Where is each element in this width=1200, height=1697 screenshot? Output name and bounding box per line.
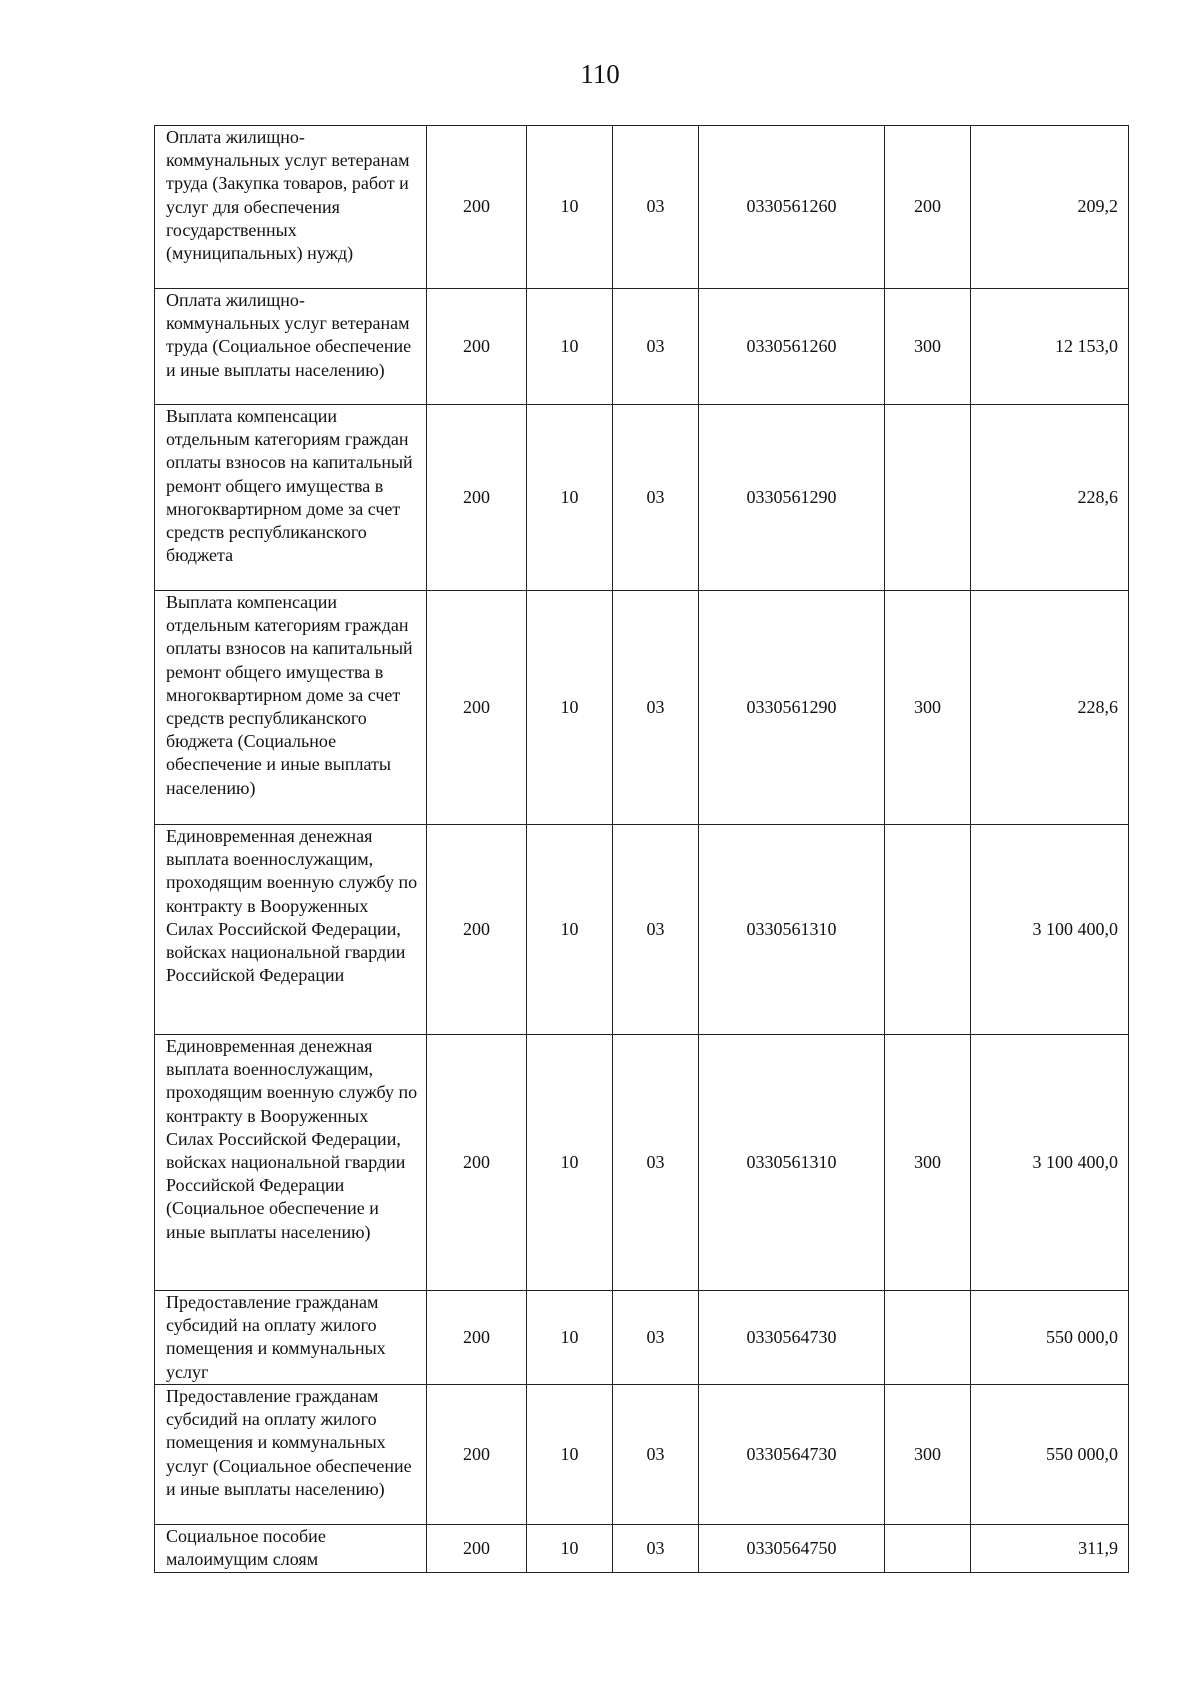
expense-type-cell: [885, 825, 971, 1035]
subsection-cell: 03: [613, 591, 699, 825]
row-description: Единовременная денежная выплата военнослужащим, проходящим военную службу по контракту в Вооруженных Силах Российской Федерации, войсках национальной гвардии Российской Федерации: [155, 825, 427, 1035]
expense-type-cell: [885, 405, 971, 591]
subsection-cell: 03: [613, 1291, 699, 1385]
target-article-cell: 0330561290: [699, 591, 885, 825]
admin-code-cell: 200: [427, 289, 527, 405]
section-cell: 10: [527, 825, 613, 1035]
row-description: Социальное пособие малоимущим слоям: [155, 1525, 427, 1573]
section-cell: 10: [527, 405, 613, 591]
target-article-cell: 0330564730: [699, 1385, 885, 1525]
subsection-cell: 03: [613, 289, 699, 405]
table-row: [155, 405, 1129, 591]
admin-code-cell: 200: [427, 1291, 527, 1385]
row-description: Выплата компенсации отдельным категориям граждан оплаты взносов на капитальный ремонт общего имущества в многоквартирном доме за счет средств республиканского бюджета: [155, 405, 427, 591]
admin-code-cell: 200: [427, 1385, 527, 1525]
table-row: [155, 1385, 1129, 1525]
section-cell: 10: [527, 289, 613, 405]
admin-code-cell: 200: [427, 1035, 527, 1291]
row-description: Предоставление гражданам субсидий на оплату жилого помещения и коммунальных услуг (Социальное обеспечение и иные выплаты населению): [155, 1385, 427, 1525]
amount-cell: 3 100 400,0: [971, 825, 1129, 1035]
table-row: [155, 1291, 1129, 1385]
amount-cell: 3 100 400,0: [971, 1035, 1129, 1291]
page-number: 110: [580, 59, 620, 89]
expense-type-cell: [885, 1291, 971, 1385]
target-article-cell: 0330564730: [699, 1291, 885, 1385]
table-row: [155, 1525, 1129, 1573]
subsection-cell: 03: [613, 126, 699, 289]
table-row: [155, 289, 1129, 405]
target-article-cell: 0330561260: [699, 126, 885, 289]
subsection-cell: 03: [613, 825, 699, 1035]
subsection-cell: 03: [613, 1385, 699, 1525]
admin-code-cell: 200: [427, 591, 527, 825]
admin-code-cell: 200: [427, 825, 527, 1035]
row-description: Оплата жилищно-коммунальных услуг ветеранам труда (Закупка товаров, работ и услуг для обеспечения государственных (муниципальных) нужд): [155, 126, 427, 289]
section-cell: 10: [527, 1291, 613, 1385]
expense-type-cell: 300: [885, 591, 971, 825]
target-article-cell: 0330564750: [699, 1525, 885, 1573]
amount-cell: 550 000,0: [971, 1291, 1129, 1385]
target-article-cell: 0330561290: [699, 405, 885, 591]
table-row: [155, 1035, 1129, 1291]
target-article-cell: 0330561310: [699, 825, 885, 1035]
section-cell: 10: [527, 1035, 613, 1291]
amount-cell: 550 000,0: [971, 1385, 1129, 1525]
amount-cell: 209,2: [971, 126, 1129, 289]
subsection-cell: 03: [613, 405, 699, 591]
expense-type-cell: 200: [885, 126, 971, 289]
expense-type-cell: 300: [885, 289, 971, 405]
amount-cell: 12 153,0: [971, 289, 1129, 405]
table-row: [155, 825, 1129, 1035]
row-description: Выплата компенсации отдельным категориям граждан оплаты взносов на капитальный ремонт общего имущества в многоквартирном доме за счет средств республиканского бюджета (Социальное обеспечение и иные выплаты населению): [155, 591, 427, 825]
section-cell: 10: [527, 1525, 613, 1573]
section-cell: 10: [527, 126, 613, 289]
row-description: Единовременная денежная выплата военнослужащим, проходящим военную службу по контракту в Вооруженных Силах Российской Федерации, войсках национальной гвардии Российской Федерации (Социальное обеспечение и иные выплаты населению): [155, 1035, 427, 1291]
admin-code-cell: 200: [427, 405, 527, 591]
admin-code-cell: 200: [427, 1525, 527, 1573]
table-row: [155, 591, 1129, 825]
section-cell: 10: [527, 591, 613, 825]
row-description: Оплата жилищно-коммунальных услуг ветеранам труда (Социальное обеспечение и иные выплаты населению): [155, 289, 427, 405]
budget-table: [154, 125, 1129, 1573]
target-article-cell: 0330561310: [699, 1035, 885, 1291]
expense-type-cell: [885, 1525, 971, 1573]
table-row: [155, 126, 1129, 289]
section-cell: 10: [527, 1385, 613, 1525]
subsection-cell: 03: [613, 1525, 699, 1573]
expense-type-cell: 300: [885, 1385, 971, 1525]
amount-cell: 228,6: [971, 405, 1129, 591]
expense-type-cell: 300: [885, 1035, 971, 1291]
row-description: Предоставление гражданам субсидий на оплату жилого помещения и коммунальных услуг: [155, 1291, 427, 1385]
amount-cell: 311,9: [971, 1525, 1129, 1573]
target-article-cell: 0330561260: [699, 289, 885, 405]
subsection-cell: 03: [613, 1035, 699, 1291]
admin-code-cell: 200: [427, 126, 527, 289]
amount-cell: 228,6: [971, 591, 1129, 825]
